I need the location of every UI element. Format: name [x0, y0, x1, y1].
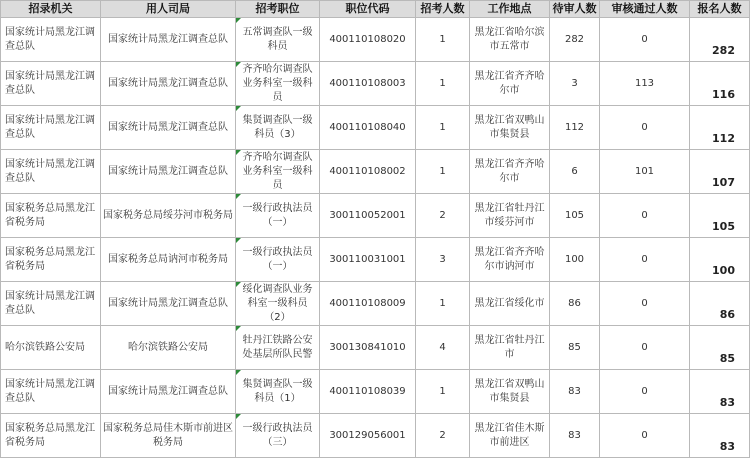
cell-agency: 国家统计局黑龙江调查总队 — [1, 18, 101, 62]
cell-pending: 105 — [550, 194, 600, 238]
cell-location: 黑龙江省哈尔滨市五常市 — [470, 18, 550, 62]
cell-bureau: 国家统计局黑龙江调查总队 — [101, 282, 236, 326]
cell-location: 黑龙江省齐齐哈尔市 — [470, 62, 550, 106]
cell-quota: 3 — [416, 238, 470, 282]
cell-code: 400110108009 — [320, 282, 416, 326]
table-row — [1, 194, 750, 238]
cell-agency: 国家统计局黑龙江调查总队 — [1, 62, 101, 106]
cell-bureau: 国家统计局黑龙江调查总队 — [101, 106, 236, 150]
cell-agency: 国家税务总局黑龙江省税务局 — [1, 238, 101, 282]
cell-bureau: 国家税务总局绥芬河市税务局 — [101, 194, 236, 238]
cell-code: 400110108040 — [320, 106, 416, 150]
cell-applicants: 83 — [690, 414, 750, 458]
cell-position: 集贤调查队一级科员（3） — [236, 106, 320, 150]
header-position: 招考职位 — [236, 1, 320, 18]
cell-position: 一级行政执法员（一） — [236, 194, 320, 238]
table-row — [1, 282, 750, 326]
table-row — [1, 370, 750, 414]
cell-position: 齐齐哈尔调查队业务科室一级科员 — [236, 62, 320, 106]
cell-pending: 282 — [550, 18, 600, 62]
cell-applicants: 86 — [690, 282, 750, 326]
cell-quota: 1 — [416, 282, 470, 326]
cell-agency: 国家统计局黑龙江调查总队 — [1, 282, 101, 326]
cell-applicants: 107 — [690, 150, 750, 194]
table-row — [1, 414, 750, 458]
cell-agency: 国家统计局黑龙江调查总队 — [1, 370, 101, 414]
table-row — [1, 326, 750, 370]
cell-bureau: 国家统计局黑龙江调查总队 — [101, 150, 236, 194]
cell-pending: 100 — [550, 238, 600, 282]
cell-code: 400110108002 — [320, 150, 416, 194]
cell-bureau: 国家税务总局佳木斯市前进区税务局 — [101, 414, 236, 458]
cell-bureau: 国家统计局黑龙江调查总队 — [101, 18, 236, 62]
cell-position: 齐齐哈尔调查队业务科室一级科员 — [236, 150, 320, 194]
cell-applicants: 116 — [690, 62, 750, 106]
cell-agency: 国家统计局黑龙江调查总队 — [1, 106, 101, 150]
cell-location: 黑龙江省佳木斯市前进区 — [470, 414, 550, 458]
cell-applicants: 112 — [690, 106, 750, 150]
cell-applicants: 100 — [690, 238, 750, 282]
cell-approved: 0 — [600, 414, 690, 458]
cell-position: 一级行政执法员（三） — [236, 414, 320, 458]
header-approved: 审核通过人数 — [600, 1, 690, 18]
cell-location: 黑龙江省双鸭山市集贤县 — [470, 106, 550, 150]
cell-code: 400110108020 — [320, 18, 416, 62]
cell-quota: 1 — [416, 106, 470, 150]
cell-bureau: 国家统计局黑龙江调查总队 — [101, 370, 236, 414]
cell-position: 五常调查队一级科员 — [236, 18, 320, 62]
cell-pending: 3 — [550, 62, 600, 106]
header-applicants: 报名人数 — [690, 1, 750, 18]
cell-quota: 1 — [416, 150, 470, 194]
cell-location: 黑龙江省双鸭山市集贤县 — [470, 370, 550, 414]
cell-quota: 2 — [416, 414, 470, 458]
cell-approved: 0 — [600, 106, 690, 150]
cell-position: 一级行政执法员（一） — [236, 238, 320, 282]
table-row — [1, 62, 750, 106]
header-code: 职位代码 — [320, 1, 416, 18]
cell-pending: 112 — [550, 106, 600, 150]
cell-pending: 86 — [550, 282, 600, 326]
cell-quota: 1 — [416, 62, 470, 106]
cell-approved: 0 — [600, 326, 690, 370]
cell-position: 集贤调查队一级科员（1） — [236, 370, 320, 414]
cell-quota: 1 — [416, 18, 470, 62]
cell-location: 黑龙江省牡丹江市绥芬河市 — [470, 194, 550, 238]
header-row — [1, 1, 750, 18]
cell-agency: 国家统计局黑龙江调查总队 — [1, 150, 101, 194]
cell-code: 300110052001 — [320, 194, 416, 238]
cell-applicants: 282 — [690, 18, 750, 62]
table-row — [1, 150, 750, 194]
cell-pending: 83 — [550, 414, 600, 458]
cell-position: 绥化调查队业务科室一级科员（2） — [236, 282, 320, 326]
cell-code: 300110031001 — [320, 238, 416, 282]
cell-code: 300130841010 — [320, 326, 416, 370]
cell-location: 黑龙江省牡丹江市 — [470, 326, 550, 370]
cell-applicants: 83 — [690, 370, 750, 414]
cell-bureau: 国家统计局黑龙江调查总队 — [101, 62, 236, 106]
cell-code: 400110108039 — [320, 370, 416, 414]
header-pending: 待审人数 — [550, 1, 600, 18]
cell-location: 黑龙江省齐齐哈尔市讷河市 — [470, 238, 550, 282]
cell-location: 黑龙江省绥化市 — [470, 282, 550, 326]
table-row — [1, 238, 750, 282]
cell-agency: 国家税务总局黑龙江省税务局 — [1, 194, 101, 238]
cell-approved: 0 — [600, 238, 690, 282]
cell-quota: 2 — [416, 194, 470, 238]
cell-approved: 0 — [600, 282, 690, 326]
cell-code: 400110108003 — [320, 62, 416, 106]
table-row — [1, 106, 750, 150]
cell-agency: 国家税务总局黑龙江省税务局 — [1, 414, 101, 458]
cell-applicants: 105 — [690, 194, 750, 238]
cell-pending: 85 — [550, 326, 600, 370]
cell-agency: 哈尔滨铁路公安局 — [1, 326, 101, 370]
cell-pending: 83 — [550, 370, 600, 414]
header-location: 工作地点 — [470, 1, 550, 18]
cell-pending: 6 — [550, 150, 600, 194]
cell-location: 黑龙江省齐齐哈尔市 — [470, 150, 550, 194]
cell-code: 300129056001 — [320, 414, 416, 458]
cell-applicants: 85 — [690, 326, 750, 370]
cell-quota: 4 — [416, 326, 470, 370]
cell-approved: 0 — [600, 18, 690, 62]
cell-position: 牡丹江铁路公安处基层所队民警 — [236, 326, 320, 370]
table-row — [1, 18, 750, 62]
cell-bureau: 国家税务总局讷河市税务局 — [101, 238, 236, 282]
cell-approved: 0 — [600, 370, 690, 414]
cell-approved: 101 — [600, 150, 690, 194]
header-agency: 招录机关 — [1, 1, 101, 18]
cell-bureau: 哈尔滨铁路公安局 — [101, 326, 236, 370]
cell-approved: 0 — [600, 194, 690, 238]
cell-approved: 113 — [600, 62, 690, 106]
cell-quota: 1 — [416, 370, 470, 414]
header-quota: 招考人数 — [416, 1, 470, 18]
header-bureau: 用人司局 — [101, 1, 236, 18]
